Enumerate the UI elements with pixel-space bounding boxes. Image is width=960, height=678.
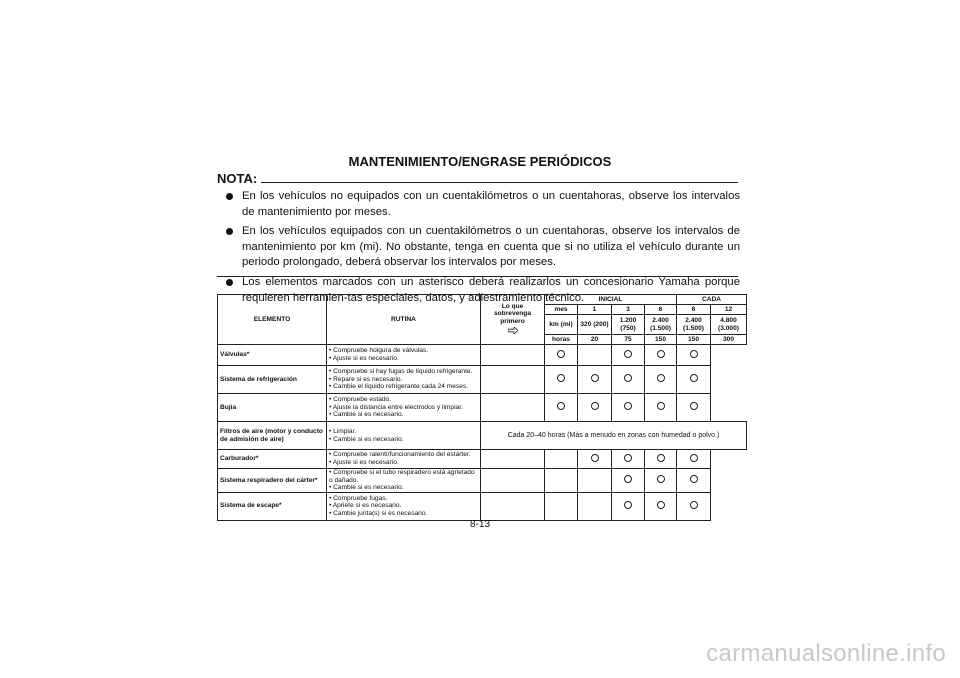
- unit-horas: horas: [545, 335, 578, 345]
- check-circle-icon: [657, 402, 665, 410]
- km-value: 1.200 (750): [612, 315, 645, 335]
- check-circle-icon: [657, 501, 665, 509]
- interval-cell: [612, 394, 645, 422]
- table-row: [218, 469, 747, 493]
- rutina-text: Cambie junta(s) si es necesario.: [333, 510, 428, 518]
- row-elemento: Sistema respiradero del cárter*: [218, 469, 327, 493]
- empty-cell: [481, 366, 545, 394]
- interval-cell: [677, 469, 711, 493]
- check-circle-icon: [624, 454, 632, 462]
- check-circle-icon: [557, 402, 565, 410]
- table-row: [218, 422, 747, 450]
- check-circle-icon: [591, 454, 599, 462]
- unit-km: km (mi): [545, 315, 578, 335]
- interval-cell: [612, 492, 645, 520]
- interval-cell: [612, 450, 645, 469]
- row-rutina: [327, 422, 481, 450]
- check-circle-icon: [690, 501, 698, 509]
- mes-value: 1: [578, 305, 612, 315]
- rutina-text: Compruebe si hay fugas de líquido refrigerante.: [333, 368, 473, 376]
- rutina-line: [329, 376, 478, 384]
- rutina-text: Ajuste si es necesario.: [332, 459, 399, 466]
- interval-cell: [677, 450, 711, 469]
- interval-cell: [545, 366, 578, 394]
- mes-value: 6: [645, 305, 677, 315]
- horas-value: 20: [578, 335, 612, 345]
- row-rutina: [327, 492, 481, 520]
- interval-cell: [545, 345, 578, 366]
- check-circle-icon: [657, 350, 665, 358]
- interval-cell: [612, 345, 645, 366]
- interval-cell: [545, 492, 578, 520]
- rutina-line: [329, 411, 478, 419]
- rutina-line: [329, 495, 478, 503]
- empty-cell: [481, 492, 545, 520]
- rutina-line: [329, 347, 478, 355]
- interval-cell: [578, 469, 612, 493]
- header-cada: CADA: [677, 295, 747, 305]
- rutina-text: Cambie si es necesario.: [333, 484, 404, 492]
- arrow-right-icon: [508, 327, 518, 334]
- interval-cell: [612, 366, 645, 394]
- mes-value: 6: [677, 305, 711, 315]
- header-rutina: RUTINA: [327, 295, 481, 345]
- bullet-icon: •: [329, 435, 334, 443]
- table-row: [218, 450, 747, 469]
- horas-value: 150: [645, 335, 677, 345]
- check-circle-icon: [690, 402, 698, 410]
- rutina-text: Compruebe holgura de válvulas.: [333, 347, 429, 355]
- interval-cell: [645, 469, 677, 493]
- check-circle-icon: [624, 350, 632, 358]
- unit-mes: mes: [545, 305, 578, 315]
- interval-cell: [645, 492, 677, 520]
- rutina-text: Ajuste si es necesario.: [332, 355, 399, 362]
- km-value: 320 (200): [578, 315, 612, 335]
- bullet-icon: •: [329, 375, 334, 383]
- rutina-text: Compruebe estado.: [333, 396, 392, 404]
- interval-cell: [578, 492, 612, 520]
- interval-cell: [578, 394, 612, 422]
- rutina-line: [329, 396, 478, 404]
- check-circle-icon: [657, 374, 665, 382]
- mes-value: 3: [612, 305, 645, 315]
- row-rutina: [327, 394, 481, 422]
- rutina-line: [329, 484, 478, 492]
- interval-cell: [677, 394, 711, 422]
- header-inicial: INICIAL: [545, 295, 677, 305]
- bullet-icon: •: [329, 494, 334, 502]
- interval-cell: [645, 345, 677, 366]
- page-title: MANTENIMIENTO/ENGRASE PERIÓDICOS: [348, 154, 612, 169]
- interval-cell: [545, 450, 578, 469]
- rutina-text: Limpiar.: [333, 427, 357, 435]
- check-circle-icon: [624, 475, 632, 483]
- interval-note: Cada 20–40 horas (Más a menudo en zonas con humedad o polvo.): [481, 422, 747, 450]
- header-elemento: ELEMENTO: [218, 295, 327, 345]
- km-value: 2.400 (1.500): [645, 315, 677, 335]
- note-item: [226, 189, 740, 220]
- table-row: [218, 366, 747, 394]
- bullet-icon: •: [329, 427, 334, 435]
- check-circle-icon: [690, 374, 698, 382]
- check-circle-icon: [690, 350, 698, 358]
- horas-value: 150: [677, 335, 711, 345]
- page-number: 8-13: [469, 519, 490, 530]
- row-elemento: Filtros de aire (motor y conducto de admisión de aire): [218, 422, 327, 450]
- bullet-icon: •: [329, 510, 334, 518]
- rutina-text: Cambie si es necesario.: [333, 435, 404, 443]
- interval-cell: [612, 469, 645, 493]
- bullet-icon: •: [329, 502, 333, 510]
- rutina-line: [329, 404, 478, 412]
- check-circle-icon: [557, 350, 565, 358]
- bullet-icon: •: [329, 396, 334, 404]
- horas-value: 300: [711, 335, 747, 345]
- rutina-line: [329, 436, 478, 444]
- rutina-text: Cambie si es necesario.: [333, 411, 404, 419]
- nota-rule: [261, 182, 738, 183]
- bullet-icon: •: [329, 469, 334, 476]
- row-elemento: Válvulas*: [218, 345, 327, 366]
- mes-value: 12: [711, 305, 747, 315]
- check-circle-icon: [690, 454, 698, 462]
- km-value: 2.400 (1.500): [677, 315, 711, 335]
- rutina-line: [329, 451, 478, 459]
- note-text: En los vehículos equipados con un cuentakilómetros o un cuentahoras, observe los intervalos de mantenimiento por km (mi). No obstante, tenga en cuenta que si no utiliza el vehículo durante un periodo prolongado, deberá observar los intervalos por meses.: [242, 225, 740, 269]
- interval-cell: [645, 366, 677, 394]
- row-elemento: Carburador*: [218, 450, 327, 469]
- note-text: Los elementos marcados con un asterisco deberá realizarlos un concesionario Yamaha porque requieren herramien-tas especiales, datos, y adiestramiento técnico.: [242, 275, 740, 304]
- interval-cell: [677, 492, 711, 520]
- bullet-icon: [226, 193, 233, 200]
- interval-cell: [545, 394, 578, 422]
- row-rutina: [327, 345, 481, 366]
- interval-cell: [545, 469, 578, 493]
- check-circle-icon: [690, 475, 698, 483]
- note-text: En los vehículos no equipados con un cuentakilómetros o un cuentahoras, observe los intervalos de mantenimiento por meses.: [242, 190, 740, 218]
- bullet-icon: •: [329, 484, 334, 492]
- bullet-icon: •: [329, 383, 334, 391]
- maintenance-table: [217, 294, 747, 521]
- nota-header: [217, 172, 738, 185]
- km-value: 4.800 (3.000): [711, 315, 747, 335]
- rutina-line: [329, 428, 478, 436]
- check-circle-icon: [624, 501, 632, 509]
- empty-cell: [481, 469, 545, 493]
- check-circle-icon: [591, 402, 599, 410]
- check-circle-icon: [657, 475, 665, 483]
- rutina-text: Ajuste la distancia entre electrodos y limpiar.: [332, 403, 463, 411]
- rutina-line: [329, 355, 478, 363]
- bullet-icon: •: [329, 403, 333, 411]
- row-rutina: [327, 469, 481, 493]
- bullet-icon: •: [329, 459, 333, 466]
- check-circle-icon: [624, 402, 632, 410]
- interval-cell: [677, 345, 711, 366]
- table-row: [218, 492, 747, 520]
- rutina-text: Compruebe fugas.: [333, 494, 388, 502]
- check-circle-icon: [591, 374, 599, 382]
- header-lo-que: [481, 295, 545, 345]
- rutina-text: Repare si es necesario.: [333, 375, 403, 383]
- rutina-line: [329, 502, 478, 510]
- table-row: [218, 394, 747, 422]
- bullet-icon: [226, 279, 233, 286]
- table-row: [218, 345, 747, 366]
- bullet-icon: •: [329, 355, 333, 362]
- row-elemento: Sistema de escape*: [218, 492, 327, 520]
- check-circle-icon: [624, 374, 632, 382]
- rutina-line: [329, 383, 478, 391]
- empty-cell: [481, 394, 545, 422]
- rutina-line: [329, 459, 478, 467]
- rutina-text: Compruebe si el tubo respiradero está agrietado o dañado.: [329, 469, 475, 484]
- rutina-text: Compruebe ralentí/funcionamiento del estárter.: [333, 451, 471, 459]
- bullet-icon: •: [329, 411, 334, 419]
- notes-list: [226, 189, 740, 310]
- rutina-line: [329, 368, 478, 376]
- check-circle-icon: [657, 454, 665, 462]
- row-rutina: [327, 366, 481, 394]
- empty-cell: [481, 345, 545, 366]
- bullet-icon: •: [329, 451, 334, 459]
- row-rutina: [327, 450, 481, 469]
- row-elemento: Sistema de refrigeración: [218, 366, 327, 394]
- interval-cell: [578, 345, 612, 366]
- check-circle-icon: [557, 374, 565, 382]
- bullet-icon: •: [329, 368, 334, 376]
- rutina-line: [329, 510, 478, 518]
- interval-cell: [578, 450, 612, 469]
- interval-cell: [677, 366, 711, 394]
- empty-cell: [481, 450, 545, 469]
- interval-cell: [645, 450, 677, 469]
- rutina-text: Apriete si es necesario.: [332, 502, 402, 510]
- notes-end-rule: [217, 276, 738, 277]
- note-item: [226, 224, 740, 271]
- row-elemento: Bujía: [218, 394, 327, 422]
- bullet-icon: •: [329, 347, 334, 355]
- rutina-text: Cambie el líquido refrigerante cada 24 meses.: [333, 383, 469, 391]
- bullet-icon: [226, 228, 233, 235]
- rutina-line: [329, 469, 478, 484]
- header-lo-que-text: Lo que sobrevenga primero: [493, 302, 531, 325]
- interval-cell: [578, 366, 612, 394]
- interval-cell: [645, 394, 677, 422]
- nota-label: NOTA:: [217, 171, 258, 186]
- horas-value: 75: [612, 335, 645, 345]
- watermark: carmanualsonline.info: [706, 640, 946, 667]
